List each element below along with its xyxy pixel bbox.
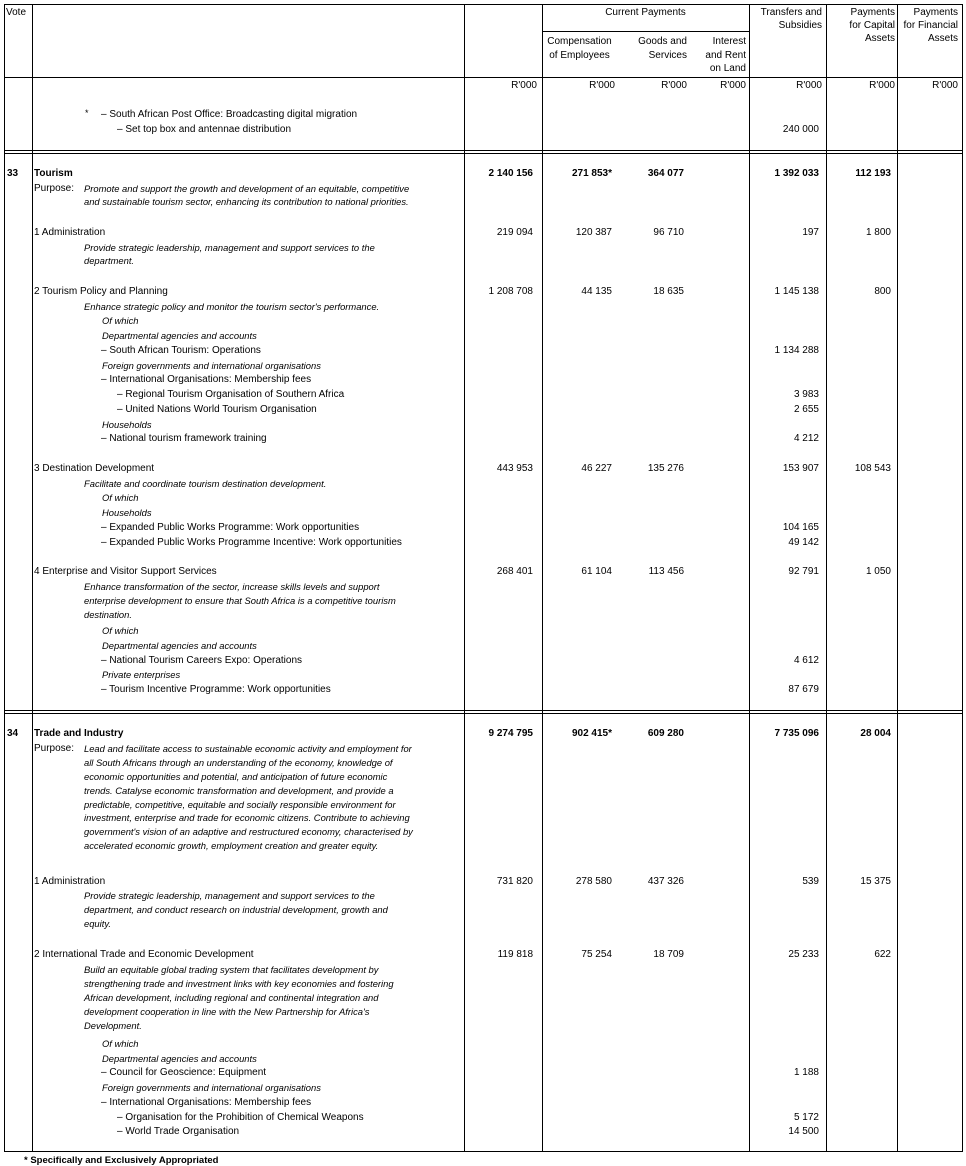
header-financial-l2: for Financial [903,20,958,31]
header-capital-l3: Assets [864,33,895,44]
detail-item: – International Organisations: Membership fees [101,374,312,385]
programme-capital: 622 [874,949,891,960]
detail-item: – World Trade Organisation [117,1126,240,1137]
unit-comp: R'000 [589,80,615,91]
vote34-purpose-line: investment, enterprise and trade for economic citizens. Contribute to achieving [84,812,410,823]
vote33-capital: 112 193 [855,168,891,179]
table-border-top [4,4,963,5]
programme-title: 1 Administration [34,876,106,887]
programme-transfers: 1 145 138 [774,286,819,297]
detail-value: 14 500 [788,1126,819,1137]
programme-comp: 44 135 [581,286,612,297]
section-rule-2b [4,713,963,714]
programme-title: 2 International Trade and Economic Development [34,949,254,960]
programme-desc-line: Provide strategic leadership, management and support services to the [84,242,375,253]
of-which-label: Of which [102,315,139,326]
col-divider-financial [897,4,898,1152]
detail-item: – United Nations World Tourism Organisation [117,404,317,415]
col-divider-vote [32,4,33,1152]
category-heading: Departmental agencies and accounts [102,640,257,651]
vote34-purpose-line: predictable, competitive, equitable and socially responsible environment for [84,799,396,810]
detail-item: – Regional Tourism Organisation of Southern Africa [117,389,345,400]
header-transfers-l2: Subsidies [778,20,822,31]
unit-financial: R'000 [932,80,958,91]
section-rule-1b [4,153,963,154]
programme-goods: 96 710 [653,227,684,238]
header-int-l2: and Rent [705,50,746,61]
vote34-comp: 902 415* [571,728,612,739]
detail-item: – Expanded Public Works Programme Incentive: Work opportunities [101,537,402,548]
programme-goods: 113 456 [648,566,684,577]
programme-total: 219 094 [496,227,533,238]
category-heading: Foreign governments and international organisations [102,360,321,371]
programme-desc-line: Build an equitable global trading system that facilitates development by [84,964,379,975]
header-capital-l1: Payments [850,7,895,18]
programme-desc-line: department. [84,255,135,266]
programme-comp: 75 254 [581,949,612,960]
vote34-purpose-line: trends. Catalyse economic transformation and development, and provide a [84,785,394,796]
vote33-transfers: 1 392 033 [774,168,819,179]
vote34-goods: 609 280 [647,728,684,739]
header-financial-l3: Assets [927,33,958,44]
programme-title: 4 Enterprise and Visitor Support Services [34,566,217,577]
detail-value: 4 612 [793,655,819,666]
programme-desc-line: equity. [84,918,111,929]
detail-item: – Council for Geoscience: Equipment [101,1067,267,1078]
vote34-purpose-line: economic opportunities and potential, and anticipation of future economic [84,771,388,782]
category-heading: Private enterprises [102,669,181,680]
current-payments-underline [542,31,750,32]
programme-capital: 15 375 [860,876,891,887]
vote33-total: 2 140 156 [488,168,533,179]
programme-transfers: 92 791 [788,566,819,577]
programme-title: 3 Destination Development [34,463,155,474]
vote34-total: 9 274 795 [488,728,533,739]
carryover-line1: – South African Post Office: Broadcasting digital migration [101,109,358,120]
programme-goods: 18 709 [653,949,684,960]
vote33-purpose-line: Promote and support the growth and development of an equitable, competitive [84,183,410,194]
vote33-purpose-line: and sustainable tourism sector, enhancing its contribution to national priorities. [84,196,409,207]
detail-value: 5 172 [793,1112,819,1123]
programme-transfers: 25 233 [788,949,819,960]
vote34-purpose-label: Purpose: [34,743,75,754]
programme-total: 443 953 [496,463,533,474]
vote34-name: Trade and Industry [34,728,124,739]
detail-item: – Expanded Public Works Programme: Work opportunities [101,522,360,533]
footnote: * Specifically and Exclusively Appropriated [24,1155,219,1166]
vote33-name: Tourism [34,168,73,179]
header-financial-l1: Payments [913,7,958,18]
programme-transfers: 539 [802,876,819,887]
carryover-line2: – Set top box and antennae distribution [117,124,292,135]
detail-item: – Organisation for the Prohibition of Chemical Weapons [117,1112,364,1123]
programme-desc-line: strengthening trade and investment links with key economies and fostering [84,978,394,989]
vote34-number: 34 [7,728,19,739]
programme-comp: 46 227 [581,463,612,474]
table-border-left [4,4,5,1152]
header-capital-l2: for Capital [849,20,895,31]
header-current-payments: Current Payments [605,7,686,18]
header-goods-l1: Goods and [638,36,687,47]
vote34-purpose-line: all South Africans through an understanding of the economy, knowledge of [84,757,393,768]
category-heading: Households [102,507,152,518]
programme-comp: 278 580 [575,876,612,887]
vote33-number: 33 [7,168,19,179]
carryover-transfers: 240 000 [782,124,819,135]
vote33-goods: 364 077 [647,168,684,179]
detail-value: 104 165 [782,522,819,533]
programme-desc-line: Facilitate and coordinate tourism destination development. [84,478,327,489]
of-which-label: Of which [102,625,139,636]
category-heading: Departmental agencies and accounts [102,330,257,341]
programme-desc-line: department, and conduct research on industrial development, growth and [84,904,388,915]
detail-value: 4 212 [793,433,819,444]
table-border-bottom [4,1151,963,1152]
programme-transfers: 197 [802,227,819,238]
programme-capital: 1 050 [865,566,891,577]
programme-desc-line: Enhance strategic policy and monitor the tourism sector's performance. [84,301,380,312]
programme-desc-line: African development, including regional and continental integration and [84,992,379,1003]
header-goods-l2: Services [648,50,687,61]
vote34-capital: 28 004 [860,728,891,739]
header-comp-l2: of Employees [549,50,610,61]
programme-desc-line: development cooperation in line with the New Partnership for Africa's [84,1006,370,1017]
programme-title: 2 Tourism Policy and Planning [34,286,168,297]
detail-item: – National Tourism Careers Expo: Operations [101,655,303,666]
programme-capital: 800 [874,286,891,297]
detail-value: 87 679 [788,684,819,695]
header-int-l3: on Land [709,63,746,74]
category-heading: Households [102,419,152,430]
unit-capital: R'000 [869,80,895,91]
programme-total: 119 818 [497,949,533,960]
programme-desc-line: Provide strategic leadership, management and support services to the [84,890,375,901]
detail-value: 1 188 [793,1067,819,1078]
unit-total: R'000 [511,80,537,91]
programme-goods: 18 635 [653,286,684,297]
of-which-label: Of which [102,492,139,503]
programme-desc-line: Enhance transformation of the sector, increase skills levels and support [84,581,380,592]
category-heading: Foreign governments and international organisations [102,1082,321,1093]
programme-capital: 1 800 [865,227,891,238]
detail-item: – International Organisations: Membership fees [101,1097,312,1108]
section-rule-1 [4,150,963,151]
category-heading: Departmental agencies and accounts [102,1053,257,1064]
of-which-label: Of which [102,1038,139,1049]
section-rule-2 [4,710,963,711]
vote34-purpose-line: accelerated economic growth, employment creation and greater equity. [84,840,379,851]
vote33-purpose-label: Purpose: [34,183,75,194]
programme-transfers: 153 907 [782,463,819,474]
vote34-purpose-line: government's vision of an adaptive and restructured economy, characterised by [84,826,413,837]
carryover-star: * [85,108,89,118]
header-int-l1: Interest [712,36,746,47]
unit-interest: R'000 [720,80,746,91]
unit-transfers: R'000 [796,80,822,91]
detail-value: 3 983 [793,389,819,400]
vote34-transfers: 7 735 096 [774,728,819,739]
header-vote: Vote [6,7,27,18]
programme-desc-line: enterprise development to ensure that South Africa is a competitive tourism [84,595,396,606]
detail-item: – National tourism framework training [101,433,267,444]
programme-desc-line: destination. [84,609,132,620]
header-transfers-l1: Transfers and [760,7,822,18]
detail-value: 49 142 [788,537,819,548]
programme-goods: 135 276 [647,463,684,474]
programme-desc-line: Development. [84,1020,142,1031]
detail-value: 2 655 [793,404,819,415]
header-comp-l1: Compensation [547,36,612,47]
programme-comp: 61 104 [581,566,612,577]
header-bottom-rule [4,77,963,78]
vote34-purpose-line: Lead and facilitate access to sustainable economic activity and employment for [84,743,412,754]
programme-comp: 120 387 [575,227,612,238]
table-border-right [962,4,963,1152]
vote33-comp: 271 853* [571,168,612,179]
detail-value: 1 134 288 [774,345,819,356]
detail-item: – South African Tourism: Operations [101,345,261,356]
detail-item: – Tourism Incentive Programme: Work opportunities [101,684,331,695]
unit-goods: R'000 [661,80,687,91]
programme-title: 1 Administration [34,227,106,238]
programme-goods: 437 326 [647,876,684,887]
programme-total: 1 208 708 [488,286,533,297]
programme-total: 268 401 [496,566,533,577]
programme-total: 731 820 [496,876,533,887]
programme-capital: 108 543 [854,463,891,474]
